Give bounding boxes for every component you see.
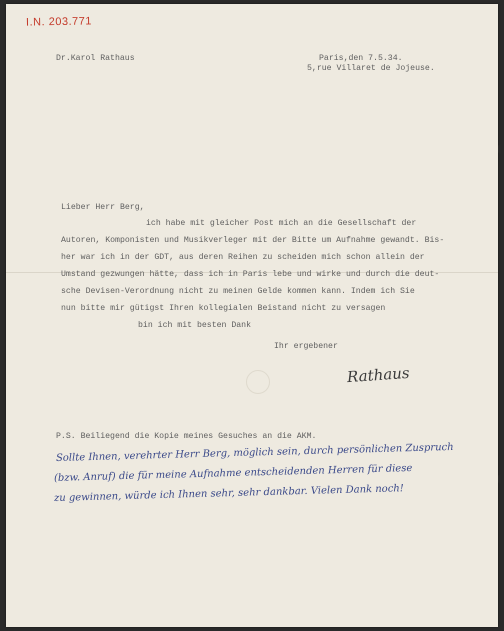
body-line: sche Devisen-Verordnung nicht zu meinen Gelde kommen kann. Indem ich Sie xyxy=(61,287,415,296)
letter-sheet xyxy=(6,4,498,627)
sender-address: 5,rue Villaret de Jojeuse. xyxy=(307,64,435,73)
body-line: Umstand gezwungen hätte, dass ich in Paris lebe und wirke und durch die deut- xyxy=(61,270,440,279)
sender-name: Dr.Karol Rathaus xyxy=(56,54,135,63)
body-line: bin ich mit besten Dank xyxy=(138,321,252,330)
body-line: nun bitte mir gütigst Ihren kollegialen Beistand nicht zu versagen xyxy=(61,304,386,313)
handwritten-line: (bzw. Anruf) die für meine Aufnahme entscheidenden Herren für diese xyxy=(53,462,413,484)
body-line: ich habe mit gleicher Post mich an die Gesellschaft der xyxy=(146,219,417,228)
signature: Rathaus xyxy=(346,363,411,387)
faint-stamp xyxy=(246,370,270,394)
place-date: Paris,den 7.5.34. xyxy=(319,54,403,63)
handwritten-line: Sollte Ihnen, verehrter Herr Berg, möglich sein, durch persönlichen Zuspruch xyxy=(55,441,454,464)
greeting: Lieber Herr Berg, xyxy=(61,203,145,212)
punch-hole xyxy=(498,144,503,154)
postscript: P.S. Beiliegend die Kopie meines Gesuches an die AKM. xyxy=(56,432,317,441)
closing: Ihr ergebener xyxy=(274,342,338,351)
handwritten-line: zu gewinnen, würde ich Ihnen sehr, sehr dankbar. Vielen Dank noch! xyxy=(53,483,404,504)
archive-number: I.N. 203.771 xyxy=(25,15,93,29)
punch-hole xyxy=(498,474,503,484)
body-line: her war ich in der GDT, aus deren Reihen zu scheiden mich schon allein der xyxy=(61,253,425,262)
body-line: Autoren, Komponisten und Musikverleger mit der Bitte um Aufnahme gewandt. Bis- xyxy=(61,236,445,245)
